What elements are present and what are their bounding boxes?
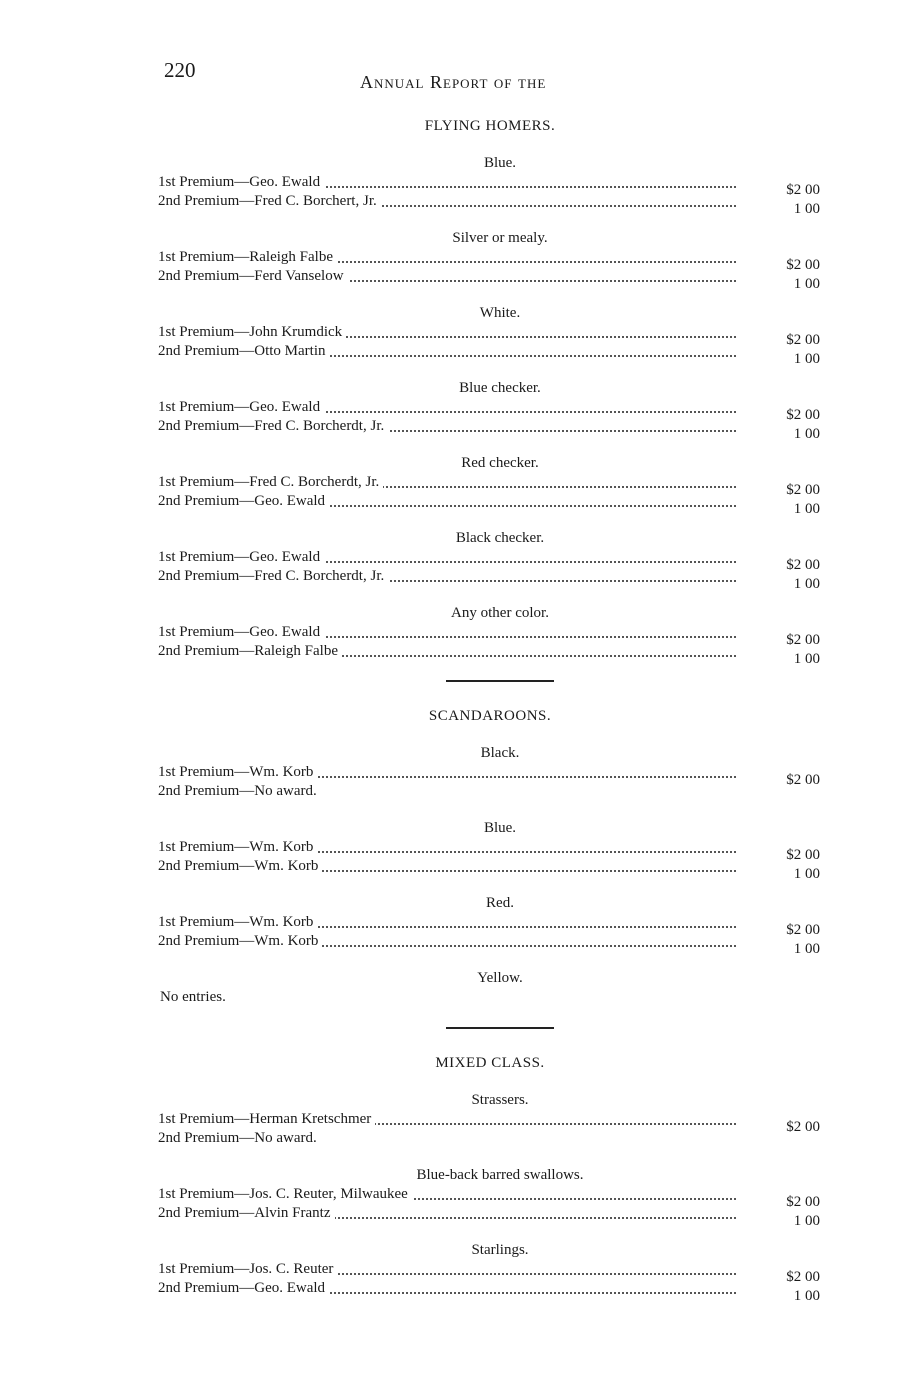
no-entries-note: No entries. [160, 989, 226, 1005]
premium-label: 1st Premium—Wm. Korb [158, 914, 317, 931]
class-group [140, 380, 820, 442]
premium-entry [140, 1205, 820, 1229]
class-group [140, 895, 820, 957]
premium-label: 1st Premium—Geo. Ewald [158, 624, 324, 641]
class-group [140, 1167, 820, 1229]
premium-amount: 1 00 [793, 501, 820, 517]
premium-label: 1st Premium—Wm. Korb [158, 839, 317, 856]
premium-amount: $2 00 [786, 632, 820, 648]
premium-label: 2nd Premium—Raleigh Falbe [158, 643, 342, 660]
premium-entry [140, 764, 820, 788]
premium-amount: 1 00 [793, 651, 820, 667]
page-header [0, 58, 900, 98]
premium-label: 2nd Premium—Otto Martin [158, 343, 330, 360]
premium-entry [140, 624, 820, 648]
class-group [140, 530, 820, 592]
premium-amount: $2 00 [786, 482, 820, 498]
premium-entry [140, 1130, 820, 1149]
premium-label: 2nd Premium—Ferd Vanselow [158, 268, 348, 285]
class-group [140, 155, 820, 217]
premium-amount: 1 00 [793, 866, 820, 882]
class-group [140, 820, 820, 882]
group-heading: Any other color. [451, 605, 549, 621]
class-group [140, 605, 820, 667]
class-group [140, 305, 820, 367]
group-heading: Black checker. [455, 530, 545, 546]
premium-amount: $2 00 [786, 772, 820, 788]
premium-label: 2nd Premium—Geo. Ewald [158, 493, 329, 510]
class-group [140, 970, 820, 1009]
class-group [140, 1092, 820, 1149]
premium-amount: 1 00 [793, 941, 820, 957]
group-heading: Silver or mealy. [452, 230, 548, 246]
premium-amount: $2 00 [786, 257, 820, 273]
section-divider [446, 680, 554, 682]
section-heading: FLYING HOMERS. [424, 118, 556, 134]
premium-entry [140, 399, 820, 423]
premium-amount: 1 00 [793, 351, 820, 367]
premium-entry [140, 268, 820, 292]
premium-entry [140, 418, 820, 442]
premium-label: 1st Premium—Fred C. Borcherdt, Jr. [158, 474, 383, 491]
group-heading: White. [479, 305, 521, 321]
page-number: 220 [164, 58, 196, 82]
group-heading: Yellow. [477, 970, 523, 986]
premium-label: 2nd Premium—No award. [158, 1130, 321, 1147]
premium-entry [140, 1280, 820, 1304]
section-heading: MIXED CLASS. [435, 1055, 545, 1071]
section [140, 118, 820, 682]
premium-entry [140, 249, 820, 273]
premium-amount: $2 00 [786, 407, 820, 423]
section [140, 708, 820, 1029]
premium-label: 2nd Premium—Alvin Frantz [158, 1205, 335, 1222]
premium-amount: 1 00 [793, 276, 820, 292]
premium-entry [140, 193, 820, 217]
premium-label: 2nd Premium—Geo. Ewald [158, 1280, 329, 1297]
premium-entry [140, 839, 820, 863]
premium-label: 1st Premium—Raleigh Falbe [158, 249, 337, 266]
premium-amount: $2 00 [786, 332, 820, 348]
premium-amount: 1 00 [793, 426, 820, 442]
group-heading: Blue. [483, 155, 517, 171]
running-title: Annual Report of the [360, 72, 547, 92]
premium-amount: $2 00 [786, 1269, 820, 1285]
premium-label: 1st Premium—John Krumdick [158, 324, 346, 341]
premium-entry [140, 643, 820, 667]
class-group [140, 230, 820, 292]
premium-label: 2nd Premium—No award. [158, 783, 321, 800]
premium-entry [140, 343, 820, 367]
premium-entry [140, 1261, 820, 1285]
premium-label: 2nd Premium—Wm. Korb [158, 858, 322, 875]
premium-amount: $2 00 [786, 182, 820, 198]
premium-label: 2nd Premium—Fred C. Borchert, Jr. [158, 193, 381, 210]
premium-entry [140, 914, 820, 938]
premium-amount: 1 00 [793, 1213, 820, 1229]
class-group [140, 745, 820, 802]
group-heading: Red checker. [461, 455, 539, 471]
premium-entry [140, 568, 820, 592]
premium-label: 1st Premium—Geo. Ewald [158, 399, 324, 416]
premium-list [140, 118, 820, 1317]
premium-entry [140, 783, 820, 802]
class-group [140, 455, 820, 517]
premium-entry [140, 1111, 820, 1135]
premium-label: 2nd Premium—Fred C. Borcherdt, Jr. [158, 568, 388, 585]
premium-amount: 1 00 [793, 576, 820, 592]
premium-entry [140, 174, 820, 198]
group-heading: Strassers. [471, 1092, 529, 1108]
section-divider [446, 1027, 554, 1029]
group-heading: Starlings. [471, 1242, 529, 1258]
group-heading: Blue. [483, 820, 517, 836]
premium-label: 1st Premium—Herman Kretschmer [158, 1111, 375, 1128]
premium-label: 1st Premium—Geo. Ewald [158, 549, 324, 566]
group-heading: Blue checker. [459, 380, 541, 396]
group-heading: Red. [486, 895, 514, 911]
section-heading: SCANDAROONS. [428, 708, 552, 724]
premium-label: 2nd Premium—Fred C. Borcherdt, Jr. [158, 418, 388, 435]
premium-label: 2nd Premium—Wm. Korb [158, 933, 322, 950]
premium-label: 1st Premium—Geo. Ewald [158, 174, 324, 191]
premium-amount: 1 00 [793, 1288, 820, 1304]
premium-amount: $2 00 [786, 557, 820, 573]
premium-label: 1st Premium—Wm. Korb [158, 764, 317, 781]
premium-entry [140, 549, 820, 573]
premium-label: 1st Premium—Jos. C. Reuter [158, 1261, 337, 1278]
premium-label: 1st Premium—Jos. C. Reuter, Milwaukee [158, 1186, 412, 1203]
premium-entry [140, 324, 820, 348]
premium-amount: $2 00 [786, 1194, 820, 1210]
premium-entry [140, 858, 820, 882]
premium-entry [140, 1186, 820, 1210]
group-heading: Black. [480, 745, 520, 761]
premium-amount: 1 00 [793, 201, 820, 217]
premium-amount: $2 00 [786, 1119, 820, 1135]
class-group [140, 1242, 820, 1304]
premium-entry [140, 493, 820, 517]
section [140, 1055, 820, 1304]
group-heading: Blue-back barred swallows. [416, 1167, 584, 1183]
premium-amount: $2 00 [786, 922, 820, 938]
premium-amount: $2 00 [786, 847, 820, 863]
premium-entry [140, 474, 820, 498]
premium-entry [140, 933, 820, 957]
